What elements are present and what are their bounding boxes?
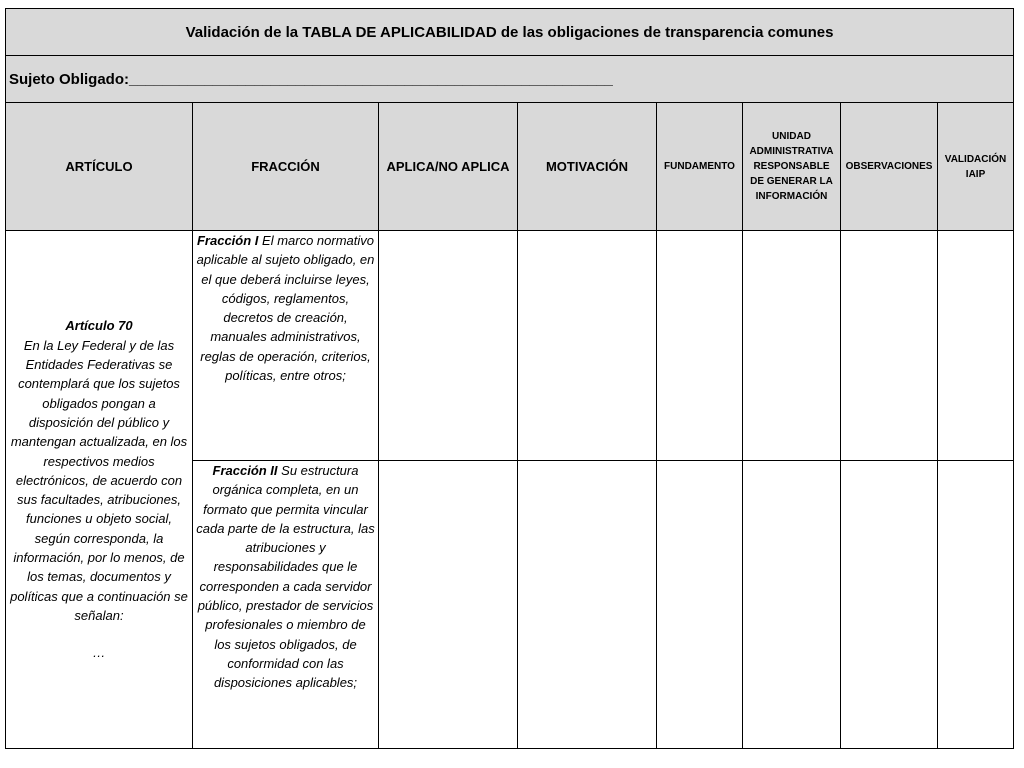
- fraccion-title: Fracción I: [196, 233, 259, 248]
- subject-line[interactable]: Sujeto Obligado:__________________________________________________________: [6, 56, 1014, 103]
- aplica-cell-1[interactable]: [379, 231, 518, 461]
- validacion-cell-1[interactable]: [938, 231, 1014, 461]
- articulo-cell: [6, 231, 193, 749]
- table-row: [6, 231, 1014, 461]
- aplica-cell-2[interactable]: [379, 461, 518, 749]
- header-validacion: VALIDACIÓN IAIP: [938, 103, 1014, 231]
- observaciones-cell-1[interactable]: [841, 231, 938, 461]
- header-observaciones: OBSERVACIONES: [841, 103, 938, 231]
- header-aplica: APLICA/NO APLICA: [379, 103, 518, 231]
- header-fundamento: FUNDAMENTO: [657, 103, 743, 231]
- header-fraccion: FRACCIÓN: [193, 103, 379, 231]
- header-motivacion: MOTIVACIÓN: [518, 103, 657, 231]
- validacion-cell-2[interactable]: [938, 461, 1014, 749]
- articulo-ellipsis: …: [92, 645, 106, 661]
- fraccion-text: Su estructura orgánica completa, en un formato que permita vincular cada parte de la estructura, las atribuciones y responsabilidades que le corresponden a cada servidor público, prestador de servicios profesionales o miembro de los sujetos obligados, de conformidad con las disposiciones aplicables;: [196, 463, 375, 691]
- fraccion-title: Fracción II: [212, 463, 278, 478]
- table-title: Validación de la TABLA DE APLICABILIDAD de las obligaciones de transparencia comunes: [6, 9, 1014, 56]
- motivacion-cell-1[interactable]: [518, 231, 657, 461]
- applicability-table-sheet: [5, 8, 1013, 749]
- fraccion-cell-2: [193, 461, 379, 749]
- motivacion-cell-2[interactable]: [518, 461, 657, 749]
- header-row: [6, 103, 1014, 231]
- fundamento-cell-2[interactable]: [657, 461, 743, 749]
- fundamento-cell-1[interactable]: [657, 231, 743, 461]
- unidad-cell-2[interactable]: [743, 461, 841, 749]
- unidad-cell-1[interactable]: [743, 231, 841, 461]
- applicability-table: [5, 8, 1014, 749]
- header-unidad-administrativa: UNIDAD ADMINISTRATIVA RESPONSABLE DE GENERAR LA INFORMACIÓN: [743, 103, 841, 231]
- articulo-text: En la Ley Federal y de las Entidades Federativas se contemplará que los sujetos obligados pongan a disposición del público y mantengan actualizada, en los respectivos medios electrónicos, de acuerdo con sus facultades, atribuciones, funciones u objeto social, según corresponda, la información, por lo menos, de los temas, documentos y políticas que a continuación se señalan:: [10, 337, 188, 623]
- observaciones-cell-2[interactable]: [841, 461, 938, 749]
- articulo-title: Artículo 70: [65, 318, 133, 334]
- header-articulo: ARTÍCULO: [6, 103, 193, 231]
- fraccion-cell-1: [193, 231, 379, 461]
- fraccion-text: El marco normativo aplicable al sujeto obligado, en el que deberá incluirse leyes, códigos, reglamentos, decretos de creación, manuales administrativos, reglas de operación, criterios, políticas, entre otros;: [196, 233, 375, 384]
